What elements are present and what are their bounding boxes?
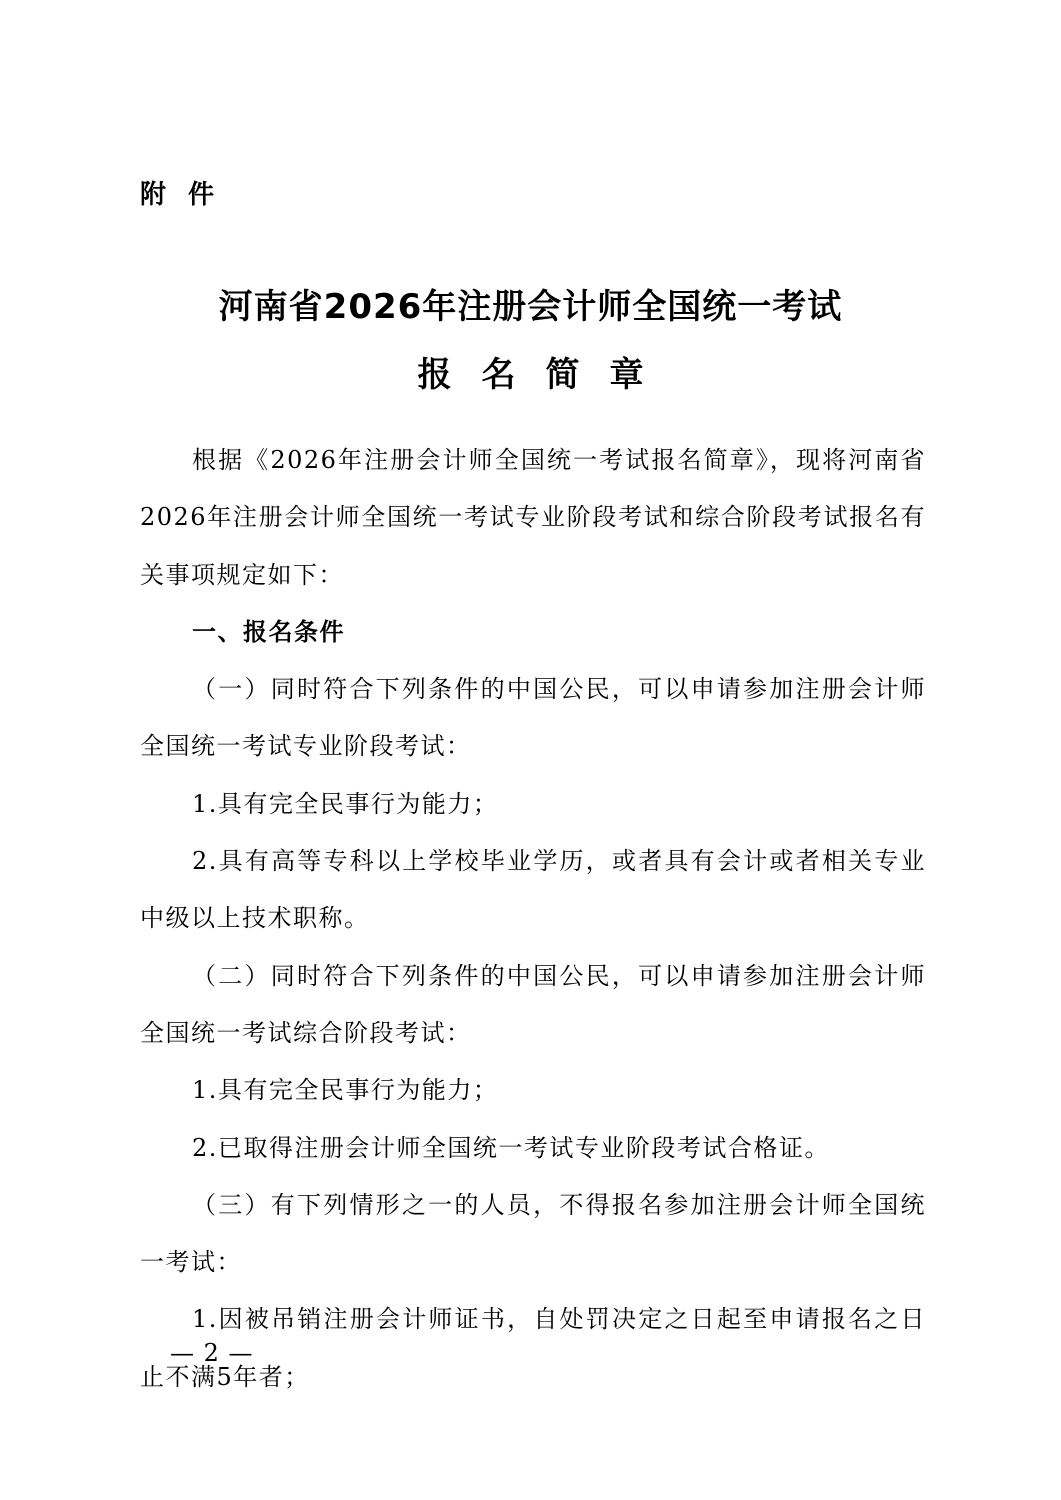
intro-paragraph: 根据《2026年注册会计师全国统一考试报名简章》，现将河南省2026年注册会计师全国统一考试专业阶段考试和综合阶段考试报名有关事项规定如下： [140,446,926,589]
document-title: 河南省2026年注册会计师全国统一考试 [218,287,843,327]
page-number: — 2 — [170,1339,254,1367]
document-body [140,432,926,1406]
clause-one-item-2: 2.具有高等专科以上学校毕业学历，或者具有会计或者相关专业中级以上技术职称。 [140,847,926,933]
clause-two-item-1: 1.具有完全民事行为能力； [192,1076,499,1105]
document-subtitle: 报名简章 [417,355,674,395]
clause-one: （一）同时符合下列条件的中国公民，可以申请参加注册会计师全国统一考试专业阶段考试： [140,675,926,761]
clause-one-item-1: 1.具有完全民事行为能力； [192,789,499,818]
clause-three-item-1: 1.因被吊销注册会计师证书，自处罚决定之日起至申请报名之日止不满5年者； [140,1305,926,1391]
section-heading-registration-conditions: 一、报名条件 [192,617,345,646]
clause-two-item-2: 2.已取得注册会计师全国统一考试专业阶段考试合格证。 [192,1133,830,1162]
attachment-label: 附件 [140,180,237,210]
clause-three: （三）有下列情形之一的人员，不得报名参加注册会计师全国统一考试： [140,1190,926,1277]
clause-two: （二）同时符合下列条件的中国公民，可以申请参加注册会计师全国统一考试综合阶段考试： [140,961,926,1047]
